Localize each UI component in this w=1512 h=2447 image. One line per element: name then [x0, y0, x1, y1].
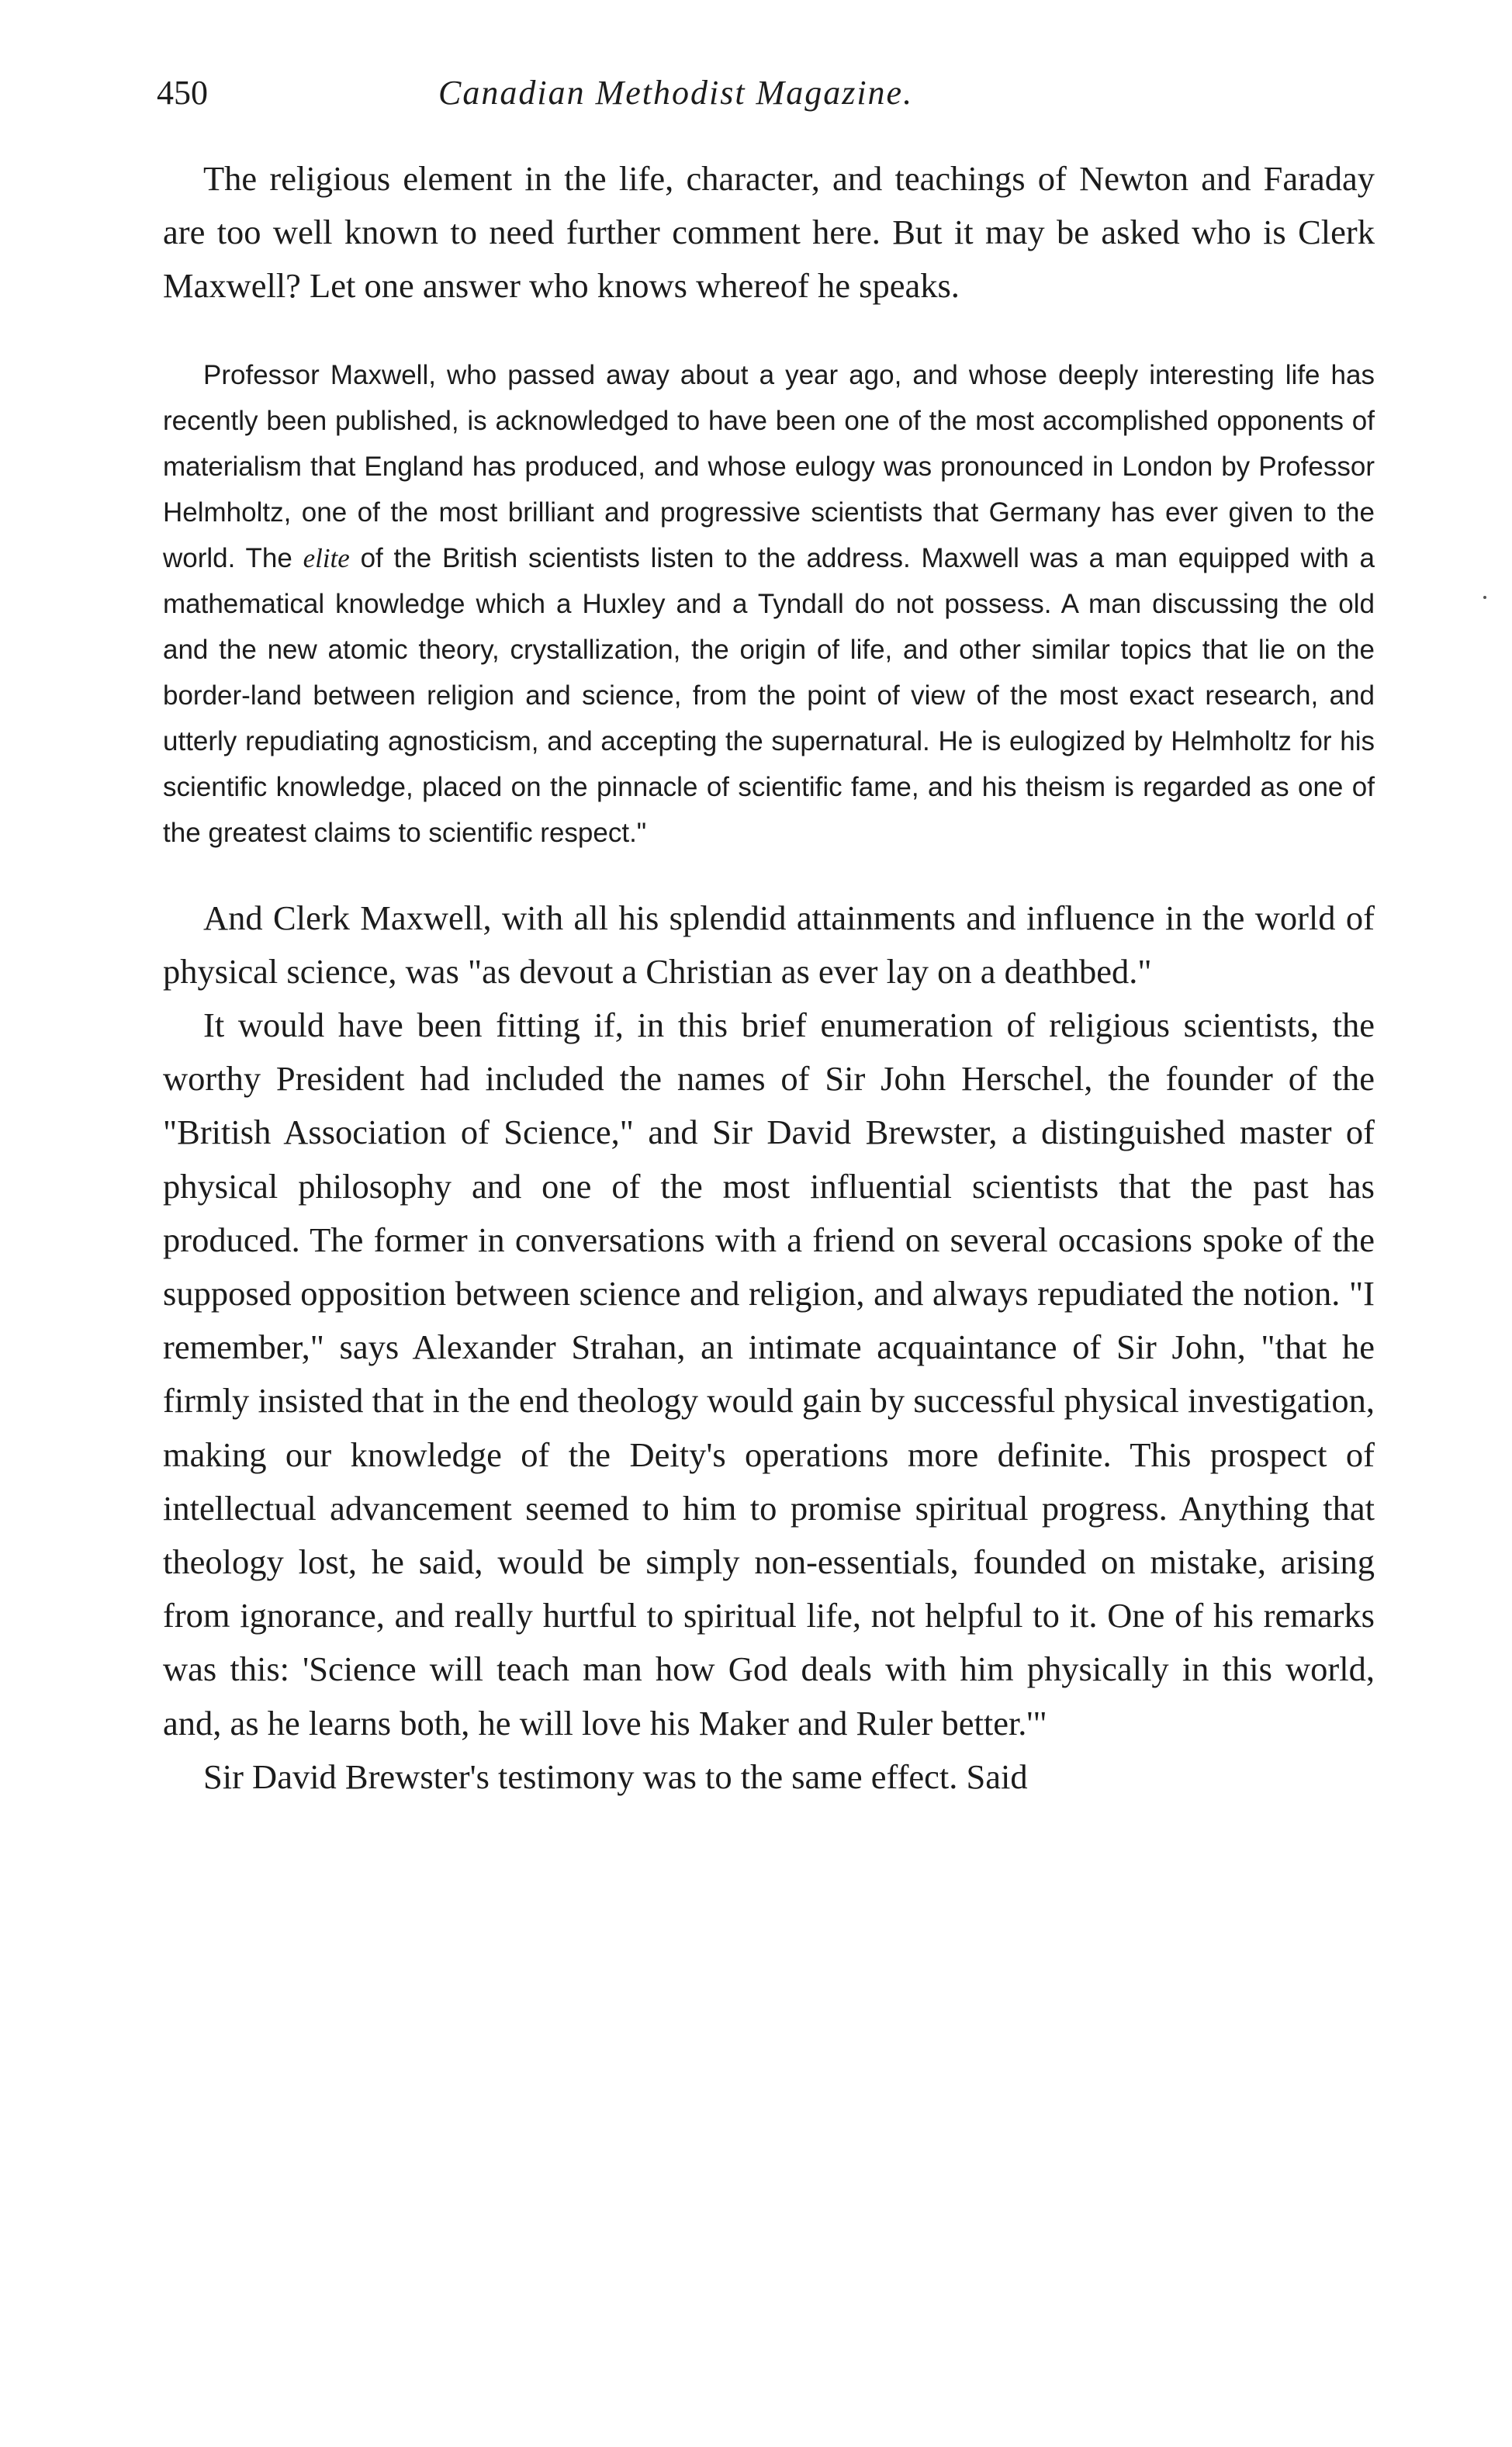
paragraph-brewster-testimony: Sir David Brewster's testimony was to the same effect. Said	[203, 1757, 1028, 1796]
running-head	[157, 68, 1375, 118]
quote-text-part-1: Professor Maxwell, who passed away about a year ago, and whose deeply interesting life has recently been published, is acknowledged to have been one of the most accomplished opponents of materialism that England has produced, and whose eulogy was pronounced in London by Professor Helmholtz, one of the most brilliant and progressive scientists that Germany has ever given to the world. The	[163, 359, 1375, 573]
paragraph-herschel-brewster: It would have been fitting if, in this brief enumeration of religious scientists, the worthy President had included the names of Sir John Herschel, the founder of the "British Association of Science," and Sir David Brewster, a distinguished master of physical philosophy and one of the most influential scientists that the past has produced. The former in conversations with a friend on several occasions spoke of the supposed opposition between science and religion, and always repudiated the notion. "I remember," says Alexander Strahan, an intimate acquaintance of Sir John, "that he firmly insisted that in the end theology would gain by successful physical investigation, making our knowledge of the Deity's operations more definite. This prospect of intellectual advancement seemed to him to promise spiritual progress. Anything that theology lost, he said, would be simply non-essentials, founded on mistake, arising from ignorance, and really hurtful to spiritual life, not helpful to it. One of his remarks was this: 'Science will teach man how God deals with him physically in this world, and, as he learns both, he will love his Maker and Ruler better.'"	[163, 1005, 1375, 1743]
quote-italic-elite: elite	[303, 542, 350, 573]
journal-title: Canadian Methodist Magazine.	[438, 74, 914, 112]
margin-speck	[1483, 596, 1486, 599]
paragraph-clerk-maxwell: And Clerk Maxwell, with all his splendid attainments and influence in the world of physical science, was "as devout a Christian as ever lay on a deathbed."	[163, 898, 1375, 991]
block-quote-maxwell	[163, 352, 1375, 856]
page	[157, 68, 1375, 1804]
quote-text-part-2: of the British scientists listen to the address. Maxwell was a man equipped with a mathematical knowledge which a Huxley and a Tyndall do not possess. A man discussing the old and the new atomic theory, crystallization, the origin of life, and other similar topics that lie on the border-land between religion and science, from the point of view of the most exact research, and utterly repudiating agnosticism, and accepting the supernatural. He is eulogized by Helmholtz for his scientific knowledge, placed on the pinnacle of scientific fame, and his theism is regarded as one of the greatest claims to scientific respect."	[163, 542, 1375, 848]
paragraph-newton-faraday: The religious element in the life, character, and teachings of Newton and Faraday are too well known to need further comment here. But it may be asked who is Clerk Maxwell? Let one answer who knows whereof he speaks.	[163, 159, 1375, 306]
page-number: 450	[157, 74, 208, 112]
